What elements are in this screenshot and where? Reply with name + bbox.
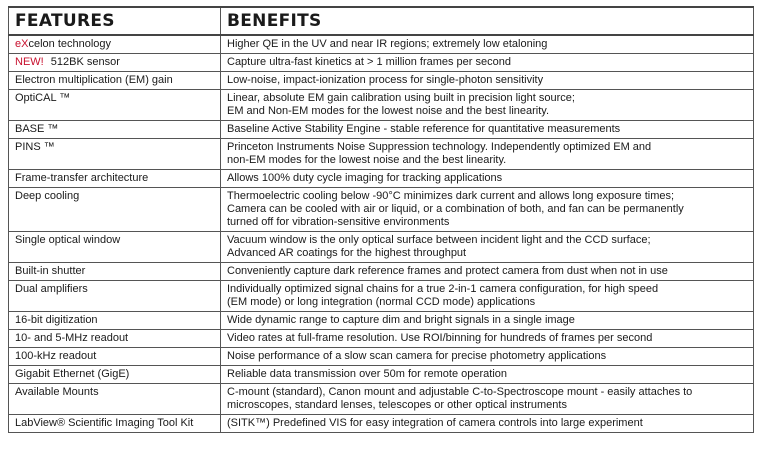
feature-cell: Electron multiplication (EM) gain <box>9 72 221 90</box>
feature-cell: PINS ™ <box>9 139 221 170</box>
feature-cell <box>9 54 221 72</box>
table-row <box>9 121 754 139</box>
benefit-cell: Wide dynamic range to capture dim and bright signals in a single image <box>221 312 754 330</box>
table-row <box>9 90 754 121</box>
table-row <box>9 170 754 188</box>
feature-cell: 16-bit digitization <box>9 312 221 330</box>
header-row <box>9 7 754 35</box>
table-row <box>9 281 754 312</box>
benefit-cell: Vacuum window is the only optical surface between incident light and the CCD surface; Advanced AR coatings for the highest throughput <box>221 232 754 263</box>
new-badge: NEW! <box>15 56 44 68</box>
table-row <box>9 35 754 54</box>
table-row <box>9 330 754 348</box>
feature-cell: 10- and 5-MHz readout <box>9 330 221 348</box>
table-row <box>9 312 754 330</box>
feature-cell: Dual amplifiers <box>9 281 221 312</box>
benefit-cell: Princeton Instruments Noise Suppression technology. Independently optimized EM and non-EM modes for the lowest noise and the best linearity. <box>221 139 754 170</box>
benefit-cell: Video rates at full-frame resolution. Use ROI/binning for hundreds of frames per second <box>221 330 754 348</box>
feature-text: celon technology <box>28 38 112 50</box>
benefit-cell: Thermoelectric cooling below -90°C minimizes dark current and allows long exposure times; Camera can be cooled with air or liquid, or a combination of both, and fan can be permanently turned off for vibration-sensitive environments <box>221 188 754 232</box>
feature-cell: Deep cooling <box>9 188 221 232</box>
benefit-cell: Low-noise, impact-ionization process for single-photon sensitivity <box>221 72 754 90</box>
benefit-cell: Noise performance of a slow scan camera for precise photometry applications <box>221 348 754 366</box>
table-row <box>9 54 754 72</box>
feature-cell: Frame-transfer architecture <box>9 170 221 188</box>
feature-cell: LabView® Scientific Imaging Tool Kit <box>9 415 221 433</box>
feature-cell: Single optical window <box>9 232 221 263</box>
benefit-cell: Reliable data transmission over 50m for remote operation <box>221 366 754 384</box>
benefit-cell: Allows 100% duty cycle imaging for tracking applications <box>221 170 754 188</box>
table-row <box>9 72 754 90</box>
table-row <box>9 348 754 366</box>
benefit-cell: Baseline Active Stability Engine - stable reference for quantitative measurements <box>221 121 754 139</box>
feature-cell: BASE ™ <box>9 121 221 139</box>
feature-text: 512BK sensor <box>50 56 120 68</box>
brand-prefix: eX <box>15 38 29 50</box>
feature-cell: Built-in shutter <box>9 263 221 281</box>
table-row <box>9 263 754 281</box>
benefit-cell: Individually optimized signal chains for a true 2-in-1 camera configuration, for high speed (EM mode) or long integration (normal CCD mode) applications <box>221 281 754 312</box>
benefit-cell: Capture ultra-fast kinetics at > 1 million frames per second <box>221 54 754 72</box>
feature-cell: OptiCAL ™ <box>9 90 221 121</box>
feature-cell <box>9 35 221 54</box>
benefit-cell: (SITK™) Predefined VIS for easy integration of camera controls into large experiment <box>221 415 754 433</box>
table-row <box>9 366 754 384</box>
table-row <box>9 188 754 232</box>
benefit-cell: Linear, absolute EM gain calibration using built in precision light source; EM and Non-EM modes for the lowest noise and the best linearity. <box>221 90 754 121</box>
features-benefits-table <box>8 6 754 433</box>
benefit-cell: Conveniently capture dark reference frames and protect camera from dust when not in use <box>221 263 754 281</box>
feature-cell: Available Mounts <box>9 384 221 415</box>
feature-cell: Gigabit Ethernet (GigE) <box>9 366 221 384</box>
benefits-header: BENEFITS <box>221 7 754 35</box>
features-benefits-table-container <box>8 6 753 433</box>
benefit-cell: Higher QE in the UV and near IR regions; extremely low etaloning <box>221 35 754 54</box>
benefit-cell: C-mount (standard), Canon mount and adjustable C-to-Spectroscope mount - easily attaches to microscopes, standard lenses, telescopes or other optical instruments <box>221 384 754 415</box>
table-row <box>9 415 754 433</box>
table-row <box>9 232 754 263</box>
table-row <box>9 384 754 415</box>
features-header: FEATURES <box>9 7 221 35</box>
feature-cell: 100-kHz readout <box>9 348 221 366</box>
table-row <box>9 139 754 170</box>
